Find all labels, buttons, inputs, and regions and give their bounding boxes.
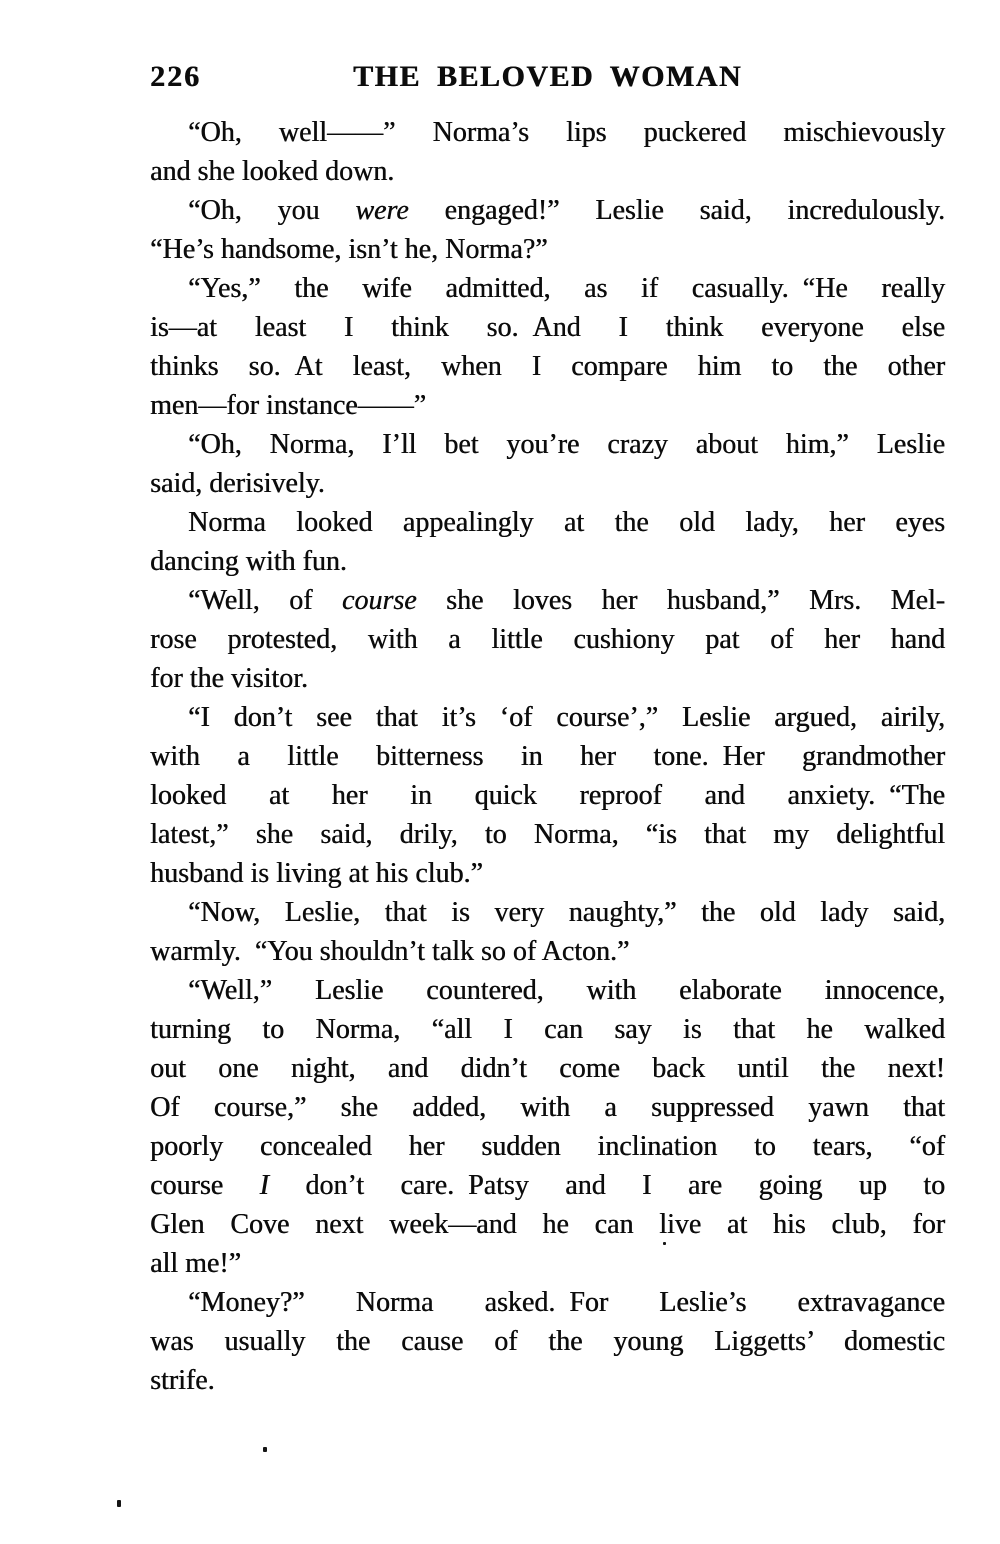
paragraph <box>150 698 945 893</box>
text-run: course <box>150 1170 260 1201</box>
text-run: warmly. “You shouldn’t talk so of Acton.” <box>150 936 630 967</box>
text-run: looked at her in quick reproof and anxiety. “The <box>150 780 945 811</box>
italic-text-run: I <box>259 1170 269 1201</box>
text-line <box>150 1322 945 1361</box>
scan-speck <box>117 1500 121 1507</box>
scan-speck <box>663 1242 666 1245</box>
text-line <box>150 269 945 308</box>
text-line <box>150 1205 945 1244</box>
text-run: husband is living at his club.” <box>150 858 483 889</box>
text-line <box>150 698 945 737</box>
text-run: for the visitor. <box>150 663 308 694</box>
paragraph <box>150 971 945 1283</box>
text-run: “Yes,” the wife admitted, as if casually. “He really <box>188 273 945 304</box>
text-run: “Well, of <box>188 585 342 616</box>
text-run: out one night, and didn’t come back until the next! <box>150 1053 945 1084</box>
text-run: strife. <box>150 1365 215 1396</box>
text-line <box>150 971 945 1010</box>
paragraph <box>150 113 945 191</box>
text-run: “Oh, well——” Norma’s lips puckered mischievously <box>188 117 945 148</box>
paragraph <box>150 1283 945 1400</box>
text-line <box>150 230 945 269</box>
text-line <box>150 152 945 191</box>
text-run: “I don’t see that it’s ‘of course’,” Leslie argued, airily, <box>188 702 945 733</box>
text-line <box>150 1244 945 1283</box>
paragraph <box>150 893 945 971</box>
text-run: “Well,” Leslie countered, with elaborate innocence, <box>188 975 945 1006</box>
paragraph <box>150 269 945 425</box>
text-line <box>150 542 945 581</box>
text-run: latest,” she said, drily, to Norma, “is that my delightful <box>150 819 945 850</box>
text-line <box>150 1010 945 1049</box>
italic-text-run: course <box>341 585 417 616</box>
text-line <box>150 932 945 971</box>
text-line <box>150 386 945 425</box>
paragraph <box>150 191 945 269</box>
text-run: don’t care. Patsy and I are going up to <box>268 1170 945 1201</box>
text-line <box>150 1049 945 1088</box>
text-run: Norma looked appealingly at the old lady, her eyes <box>188 507 945 538</box>
text-run: turning to Norma, “all I can say is that he walked <box>150 1014 945 1045</box>
text-line <box>150 737 945 776</box>
text-line <box>150 1283 945 1322</box>
text-run: said, derisively. <box>150 468 325 499</box>
text-run: engaged!” Leslie said, incredulously. <box>408 195 945 226</box>
text-run: men—for instance——” <box>150 390 427 421</box>
paragraph <box>150 425 945 503</box>
text-line <box>150 308 945 347</box>
text-line <box>150 191 945 230</box>
text-run: “Oh, you <box>188 195 356 226</box>
text-run: is—at least I think so. And I think everyone else <box>150 312 945 343</box>
text-line <box>150 659 945 698</box>
text-line <box>150 347 945 386</box>
text-run: dancing with fun. <box>150 546 347 577</box>
text-run: all me!” <box>150 1248 241 1279</box>
text-run: “Oh, Norma, I’ll bet you’re crazy about him,” Leslie <box>188 429 945 460</box>
text-line <box>150 1361 945 1400</box>
text-line <box>150 620 945 659</box>
text-line <box>150 581 945 620</box>
text-line <box>150 1166 945 1205</box>
page-header <box>150 60 945 100</box>
text-line <box>150 503 945 542</box>
running-head-title: THE BELOVED WOMAN <box>353 60 742 93</box>
text-line <box>150 425 945 464</box>
text-line <box>150 1127 945 1166</box>
text-run: “Money?” Norma asked. For Leslie’s extravagance <box>188 1287 945 1318</box>
text-run: thinks so. At least, when I compare him to the other <box>150 351 945 382</box>
scan-speck <box>263 1447 267 1452</box>
text-block <box>150 113 945 1400</box>
text-line <box>150 464 945 503</box>
text-line <box>150 1088 945 1127</box>
text-line <box>150 815 945 854</box>
text-run: “He’s handsome, isn’t he, Norma?” <box>150 234 548 265</box>
text-line <box>150 113 945 152</box>
text-run: and she looked down. <box>150 156 395 187</box>
page-number: 226 <box>150 60 201 93</box>
italic-text-run: were <box>355 195 409 226</box>
text-run: with a little bitterness in her tone. Her grandmother <box>150 741 945 772</box>
text-run: poorly concealed her sudden inclination to tears, “of <box>150 1131 945 1162</box>
text-line <box>150 776 945 815</box>
paragraph <box>150 503 945 581</box>
text-line <box>150 893 945 932</box>
text-line <box>150 854 945 893</box>
text-run: rose protested, with a little cushiony pat of her hand <box>150 624 945 655</box>
text-run: “Now, Leslie, that is very naughty,” the old lady said, <box>188 897 945 928</box>
text-run: Glen Cove next week—and he can live at his club, for <box>150 1209 945 1240</box>
text-run: she loves her husband,” Mrs. Mel- <box>416 585 945 616</box>
text-run: was usually the cause of the young Liggetts’ domestic <box>150 1326 945 1357</box>
text-run: Of course,” she added, with a suppressed yawn that <box>150 1092 945 1123</box>
paragraph <box>150 581 945 698</box>
